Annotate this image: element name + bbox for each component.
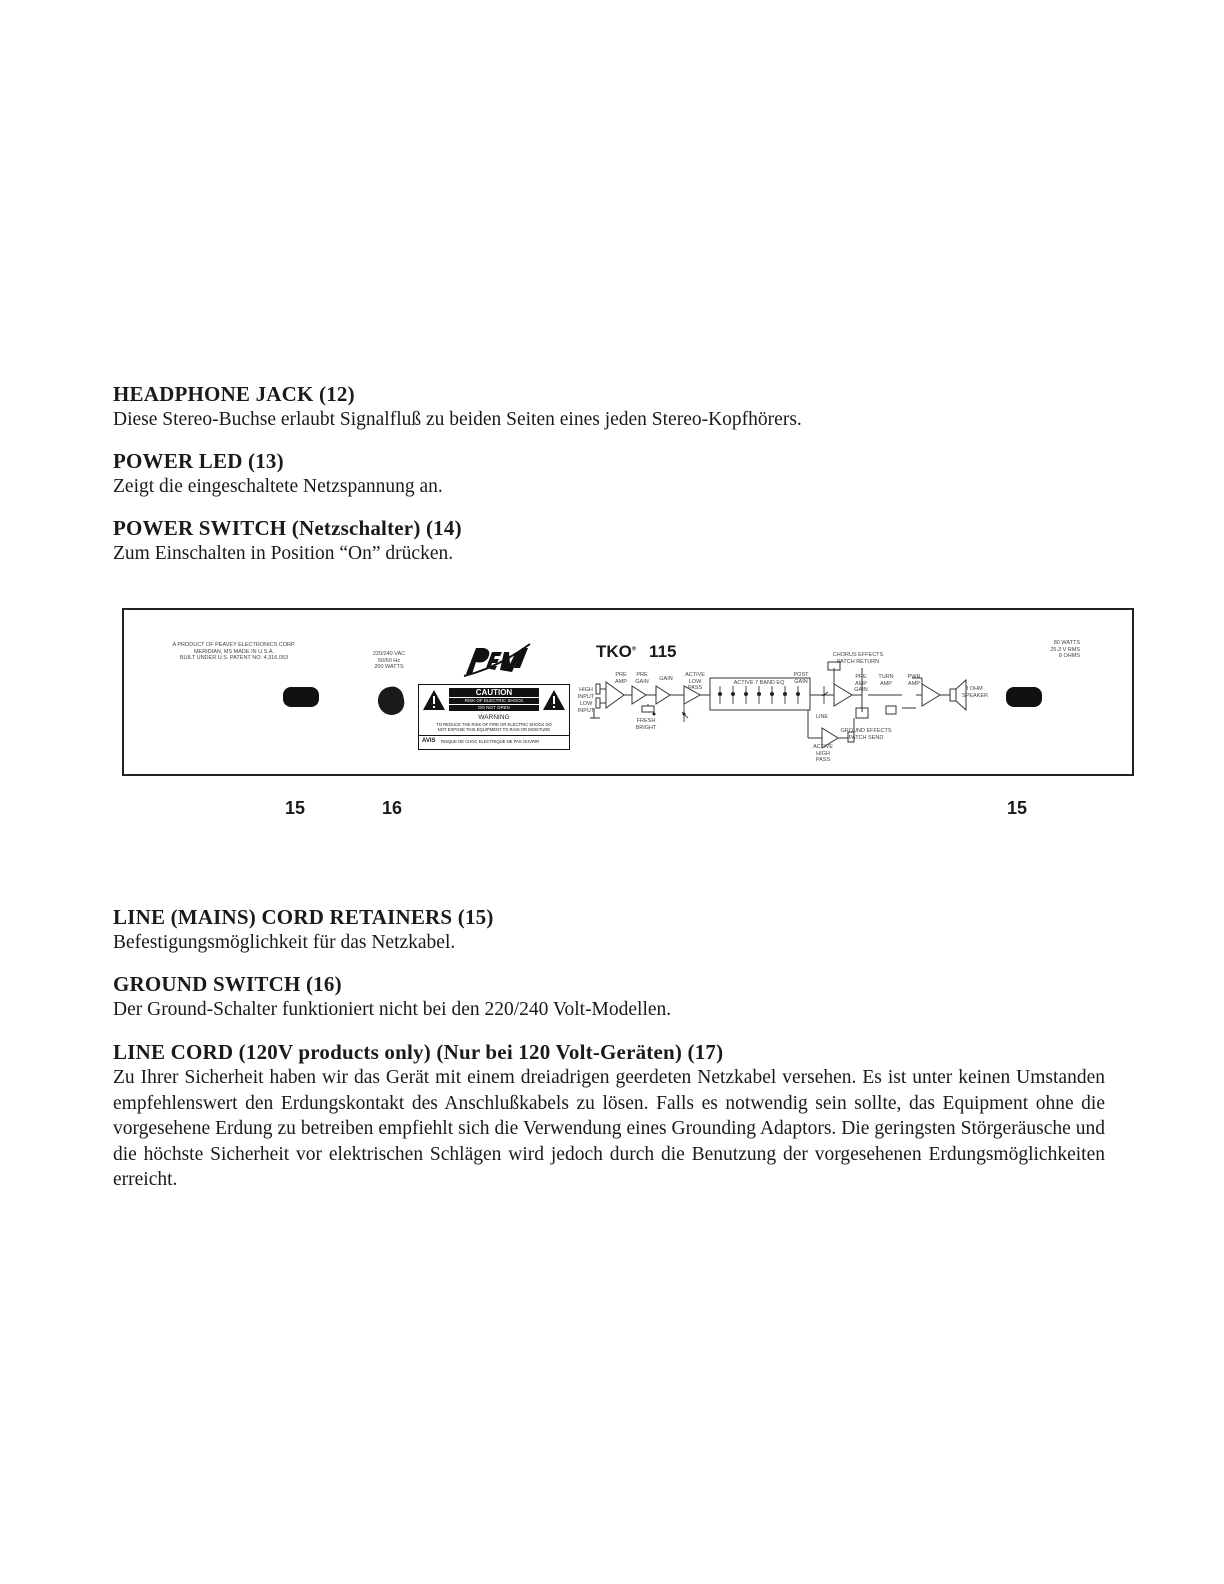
section-text: Befestigungsmöglichkeit für das Netzkabel. [113,932,456,953]
pre-amp-label: PRE AMP [615,672,627,685]
pre-gain-label: PRE GAIN [635,672,649,685]
caution-title: CAUTION [449,688,539,697]
section-line-cord [113,1039,1113,1193]
warning-triangle-icon [542,689,566,711]
peavey-logo [462,638,532,680]
callout-16: 16 [382,798,403,818]
output-line: 80 WATTS [1053,640,1080,646]
section-text: Der Ground-Schalter funktioniert nicht bei den 220/240 Volt-Modellen. [113,999,672,1020]
rating-line: 220/240 VAC [372,651,406,657]
section-power-led [113,448,1113,500]
cord-retainer-right [1006,687,1042,707]
ground-effects-line: PATCH SEND [848,734,884,741]
divider [419,735,569,736]
gain-label: GAIN [659,676,673,682]
output-line: 8 OHMS [1058,653,1080,659]
warning-title: WARNING [478,714,510,721]
rating-line: 50/60 Hz [377,657,400,664]
maker-line: MERIDIAN, MS MADE IN U.S.A. [193,648,275,655]
pre-amp-gain-label: PRE AMP GAIN [854,674,868,693]
low-input-label: LOW INPUT [577,701,595,714]
active-high-pass-label: ACTIVE HIGH PASS [813,744,833,763]
section-cord-retainers [113,904,1113,956]
active-eq-label: ACTIVE 7 BAND EQ [733,680,785,686]
section-heading: LINE CORD (120V products only) (Nur bei 120 Volt-Geräten) (17) [113,1040,724,1064]
fresh-bright-label: FRESH BRIGHT [635,718,657,731]
output-line: 25.3 V RMS [1050,646,1080,653]
avis-text: RISQUE DE CHOC ELECTRIQUE NE PAS OUVRIR [441,739,540,744]
avis-title: AVIS [422,738,436,744]
line-label: LINE [815,714,829,720]
maker-line: BUILT UNDER U.S. PATENT NO. 4,316,053 [180,655,288,661]
callout-15-left: 15 [285,798,306,818]
warning-line: NOT EXPOSE THIS EQUIPMENT TO RAIN OR MOISTURE [437,727,551,732]
maker-info [164,642,304,662]
model-number: 115 [649,642,677,661]
section-text: Diese Stereo-Buchse erlaubt Signalfluß zu beiden Seiten eines jeden Stereo-Kopfhörers. [113,409,802,430]
power-rating [362,651,416,671]
warning-line: TO REDUCE THE RISK OF FIRE OR ELECTRIC SHOCK DO [436,722,552,727]
high-input-label: HIGH INPUT [577,687,595,700]
section-heading: POWER LED (13) [113,449,284,473]
ground-effects-line: GROUND EFFECTS [840,728,892,734]
section-heading: HEADPHONE JACK (12) [113,382,355,406]
section-headphone-jack [113,381,1113,433]
section-power-switch [113,515,1113,567]
model-label: TKO [596,642,632,661]
maker-line: A PRODUCT OF PEAVEY ELECTRONICS CORP. [172,642,296,648]
post-gain-label: POST GAIN [793,672,809,685]
ground-switch [375,685,406,718]
turn-amp-label: TURN AMP [878,674,894,687]
rating-line: 200 WATTS [374,664,404,670]
cord-retainer-left [283,687,319,707]
caution-sub: RISK OF ELECTRIC SHOCK [449,698,539,704]
chorus-line: PATCH RETURN [836,658,880,665]
section-text: Zeigt die eingeschaltete Netzspannung an. [113,476,443,497]
caution-sub: DO NOT OPEN [449,705,539,711]
pwr-amp-label: PWR AMP [907,674,921,687]
section-text: Zu Ihrer Sicherheit haben wir das Gerät mit einem dreiadrigen geerdeten Netzkabel versehen. Es ist unter keinen Umstanden empfehlenswert den Erdungskontakt des Anschlußkabels zu lösen. Falls es notwendig sein sollte, das Equipment ohne die vorgesehene Erdung zu betreiben empfiehlt sich die Verwendung eines Grounding Adaptors. Die geringsten Störgeräusche und die höchste Sicherheit vor elektrischen Schlägen wird jedoch durch die Benutzung der vorgesehenen Erdungsmöglichkeiten erreicht. [113,1067,1105,1190]
speaker-label: 8 OHM SPEAKER [962,686,988,699]
warning-text [419,722,569,732]
output-rating [1030,640,1080,660]
rear-panel-diagram [122,608,1134,776]
active-low-pass-label: ACTIVE LOW PASS [685,672,705,691]
section-heading: LINE (MAINS) CORD RETAINERS (15) [113,905,494,929]
warning-triangle-icon [422,689,446,711]
chorus-line: CHORUS EFFECTS [832,652,884,658]
section-heading: POWER SWITCH (Netzschalter) (14) [113,516,462,540]
signal-flow-diagram [572,648,1002,760]
section-ground-switch [113,971,1113,1023]
chorus-effects-label [830,652,886,665]
callout-15-right: 15 [1007,798,1028,818]
section-heading: GROUND SWITCH (16) [113,972,342,996]
caution-label [418,684,570,750]
model-name: TKO® 115 [596,642,677,661]
section-text: Zum Einschalten in Position “On” drücken. [113,543,454,564]
ground-effects-label [836,728,896,741]
